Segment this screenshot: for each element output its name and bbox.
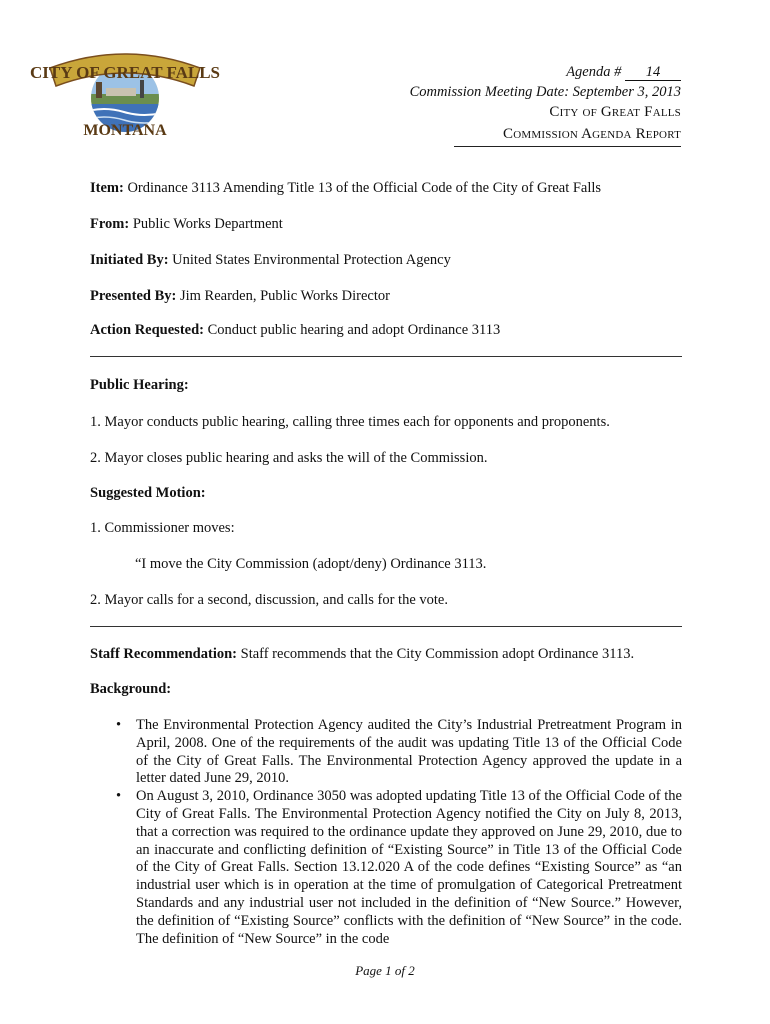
svg-text:CITY OF GREAT FALLS: CITY OF GREAT FALLS [29,63,221,82]
section-divider [90,626,682,627]
svg-text:MONTANA: MONTANA [83,122,167,139]
background-heading: Background: [90,681,172,697]
suggested-motion-heading: Suggested Motion: [90,485,206,501]
initiated-line [90,252,451,269]
hearing-step: 1. Mayor conducts public hearing, calling three times each for opponents and proponents. [90,414,610,430]
presented-value: Jim Rearden, Public Works Director [179,288,390,304]
report-title: Commission Agenda Report [503,126,681,142]
action-line [90,322,500,339]
hearing-step: 2. Mayor closes public hearing and asks the will of the Commission. [90,450,488,466]
page-number: Page 1 of 2 [355,963,415,978]
agenda-number-line [566,64,681,81]
initiated-value: United States Environmental Protection Agency [172,252,451,268]
from-label: From: [90,216,130,232]
from-line [90,216,283,233]
presented-label: Presented By: [90,288,177,304]
meeting-date: Commission Meeting Date: September 3, 2013 [409,84,681,100]
staff-value: Staff recommends that the City Commission adopt Ordinance 3113. [240,646,635,662]
city-name: City of Great Falls [549,104,681,120]
staff-label: Staff Recommendation: [90,646,237,662]
background-list [90,717,682,948]
motion-step: 1. Commissioner moves: [90,520,235,536]
bullet-icon: • [116,788,122,805]
header-divider [454,146,681,147]
staff-recommendation [90,646,634,663]
initiated-label: Initiated By: [90,252,169,268]
presented-line [90,288,390,305]
motion-step: 2. Mayor calls for a second, discussion, and calls for the vote. [90,592,448,608]
agenda-number: 14 [625,65,681,81]
motion-quote: “I move the City Commission (adopt/deny) Ordinance 3113. [135,556,487,572]
agenda-label: Agenda # [566,64,622,80]
bullet-icon: • [116,717,122,733]
background-item [90,788,682,948]
city-logo [29,42,221,140]
section-divider [90,356,682,357]
action-value: Conduct public hearing and adopt Ordinance 3113 [207,322,501,338]
action-label: Action Requested: [90,322,204,338]
item-label: Item: [90,180,124,196]
item-line [90,180,601,197]
item-value: Ordinance 3113 Amending Title 13 of the Official Code of the City of Great Falls [127,180,602,196]
from-value: Public Works Department [132,216,283,232]
background-item-text: The Environmental Protection Agency audited the City’s Industrial Pretreatment Program in April, 2008. One of the requirements of the audit was updating Title 13 of the Official Code of the City of Great Falls. The Environmental Protection Agency approved the update in a letter dated June 29, 2010. [136,717,682,787]
background-item-text: On August 3, 2010, Ordinance 3050 was adopted updating Title 13 of the Official Code of the City of Great Falls. The Environmental Protection Agency notified the City on July 8, 2013, that a correction was required to the ordinance update they approved on June 29, 2010, due to an inaccurate and conflicting definition of “Existing Source” in Title 13 of the Official Code of the City of Great Falls. Section 13.12.020 A of the code defines “Existing Source” as “an industrial user which is in operation at the time of promulgation of Categorical Pretreatment Standards and any industrial user not included in the definition of “New Source.” However, the definition of “Existing Source” conflicts with the definition of “New Source” in the code. The definition of “New Source” in the code [136,788,682,947]
background-item [90,717,682,788]
public-hearing-heading: Public Hearing: [90,377,189,393]
